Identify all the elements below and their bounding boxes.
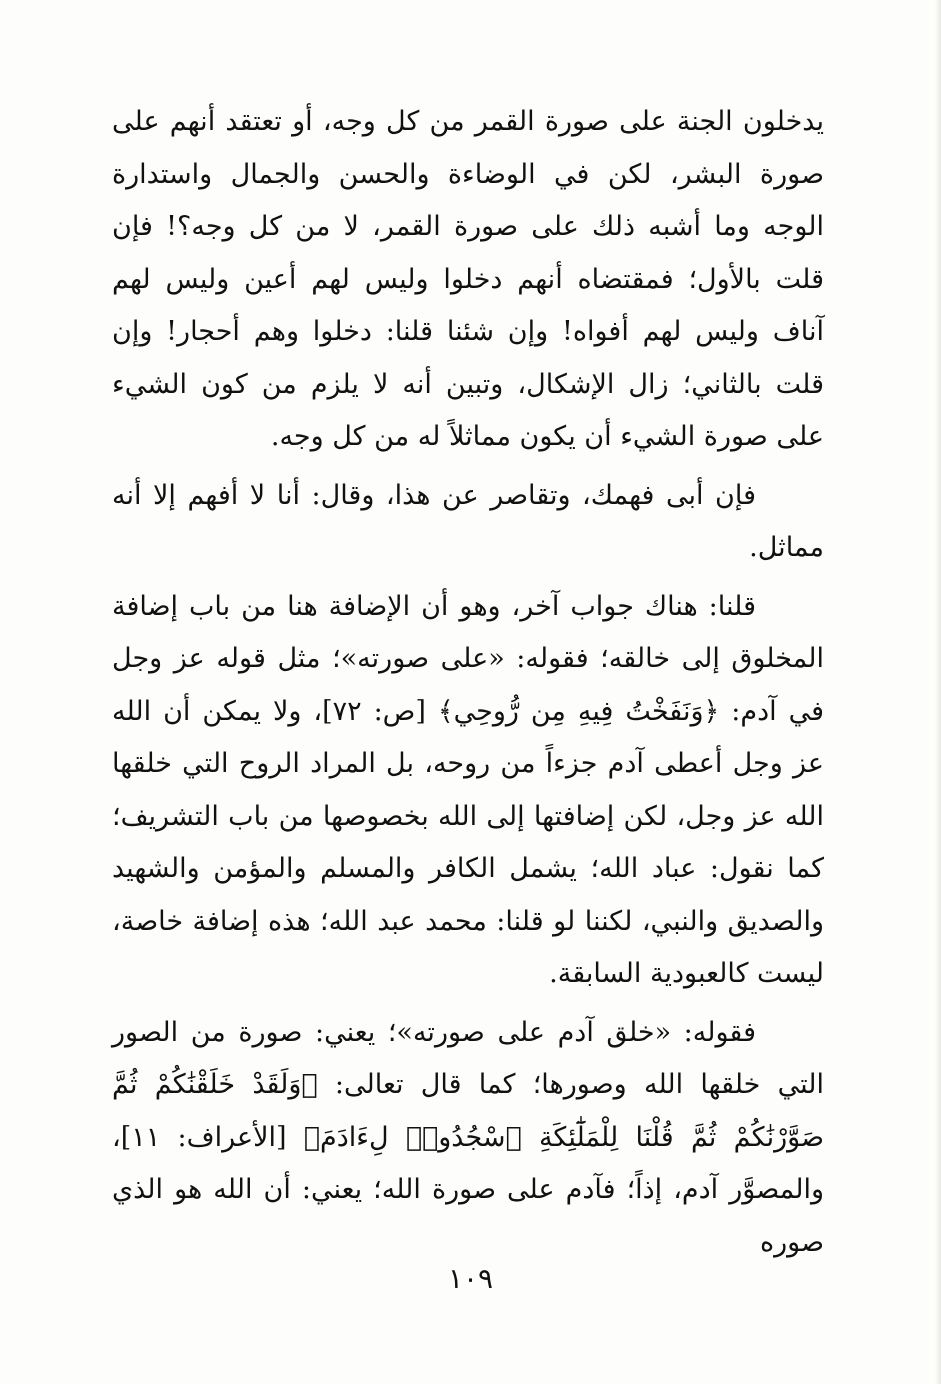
body-text	[112, 96, 824, 1275]
page-number: ١٠٩	[447, 1262, 494, 1295]
paragraph-3: قلنا: هناك جواب آخر، وهو أن الإضافة هنا من باب إضافة المخلوق إلى خالقه؛ فقوله: «على صورته»؛ مثل قوله عز وجل في آدم: ﴿وَنَفَخْتُ فِيهِ مِن رُّوحِي﴾ [ص: ٧٢]، ولا يمكن أن الله عز وجل أعطى آدم جزءاً من روحه، بل المراد الروح التي خلقها الله عز وجل، لكن إضافتها إلى الله بخصوصها من باب التشريف؛ كما نقول: عباد الله؛ يشمل الكافر والمسلم والمؤمن والشهيد والصديق والنبي، لكننا لو قلنا: محمد عبد الله؛ هذه إضافة خاصة، ليست كالعبودية السابقة.	[112, 590, 825, 989]
paragraph-2: فإن أبى فهمك، وتقاصر عن هذا، وقال: أنا لا أفهم إلا أنه مماثل.	[112, 479, 824, 563]
paragraph-4: فقوله: «خلق آدم على صورته»؛ يعني: صورة من الصور التي خلقها الله وصورها؛ كما قال تعالى: ﴿وَلَقَدْ خَلَقْنَٰكُمْ ثُمَّ صَوَّرْنَٰكُمْ ثُمَّ قُلْنَا لِلْمَلَٰٓئِكَةِ ٱسْجُدُوا۟ لِءَادَمَ﴾ [الأعراف: ١١]، والمصوَّر آدم، إذاً؛ فآدم على صورة الله؛ يعني: أن الله هو الذي صوره	[112, 1016, 824, 1258]
paragraph-1: يدخلون الجنة على صورة القمر من كل وجه، أو تعتقد أنهم على صورة البشر، لكن في الوضاءة والحسن والجمال واستدارة الوجه وما أشبه ذلك على صورة القمر، لا من كل وجه؟! فإن قلت بالأول؛ فمقتضاه أنهم دخلوا وليس لهم أعين وليس لهم آناف وليس لهم أفواه! وإن شئنا قلنا: دخلوا وهم أحجار! وإن قلت بالثاني؛ زال الإشكال، وتبين أنه لا يلزم من كون الشيء على صورة الشيء أن يكون مماثلاً له من كل وجه.	[112, 106, 824, 452]
page-edge-shadow	[935, 0, 941, 1384]
